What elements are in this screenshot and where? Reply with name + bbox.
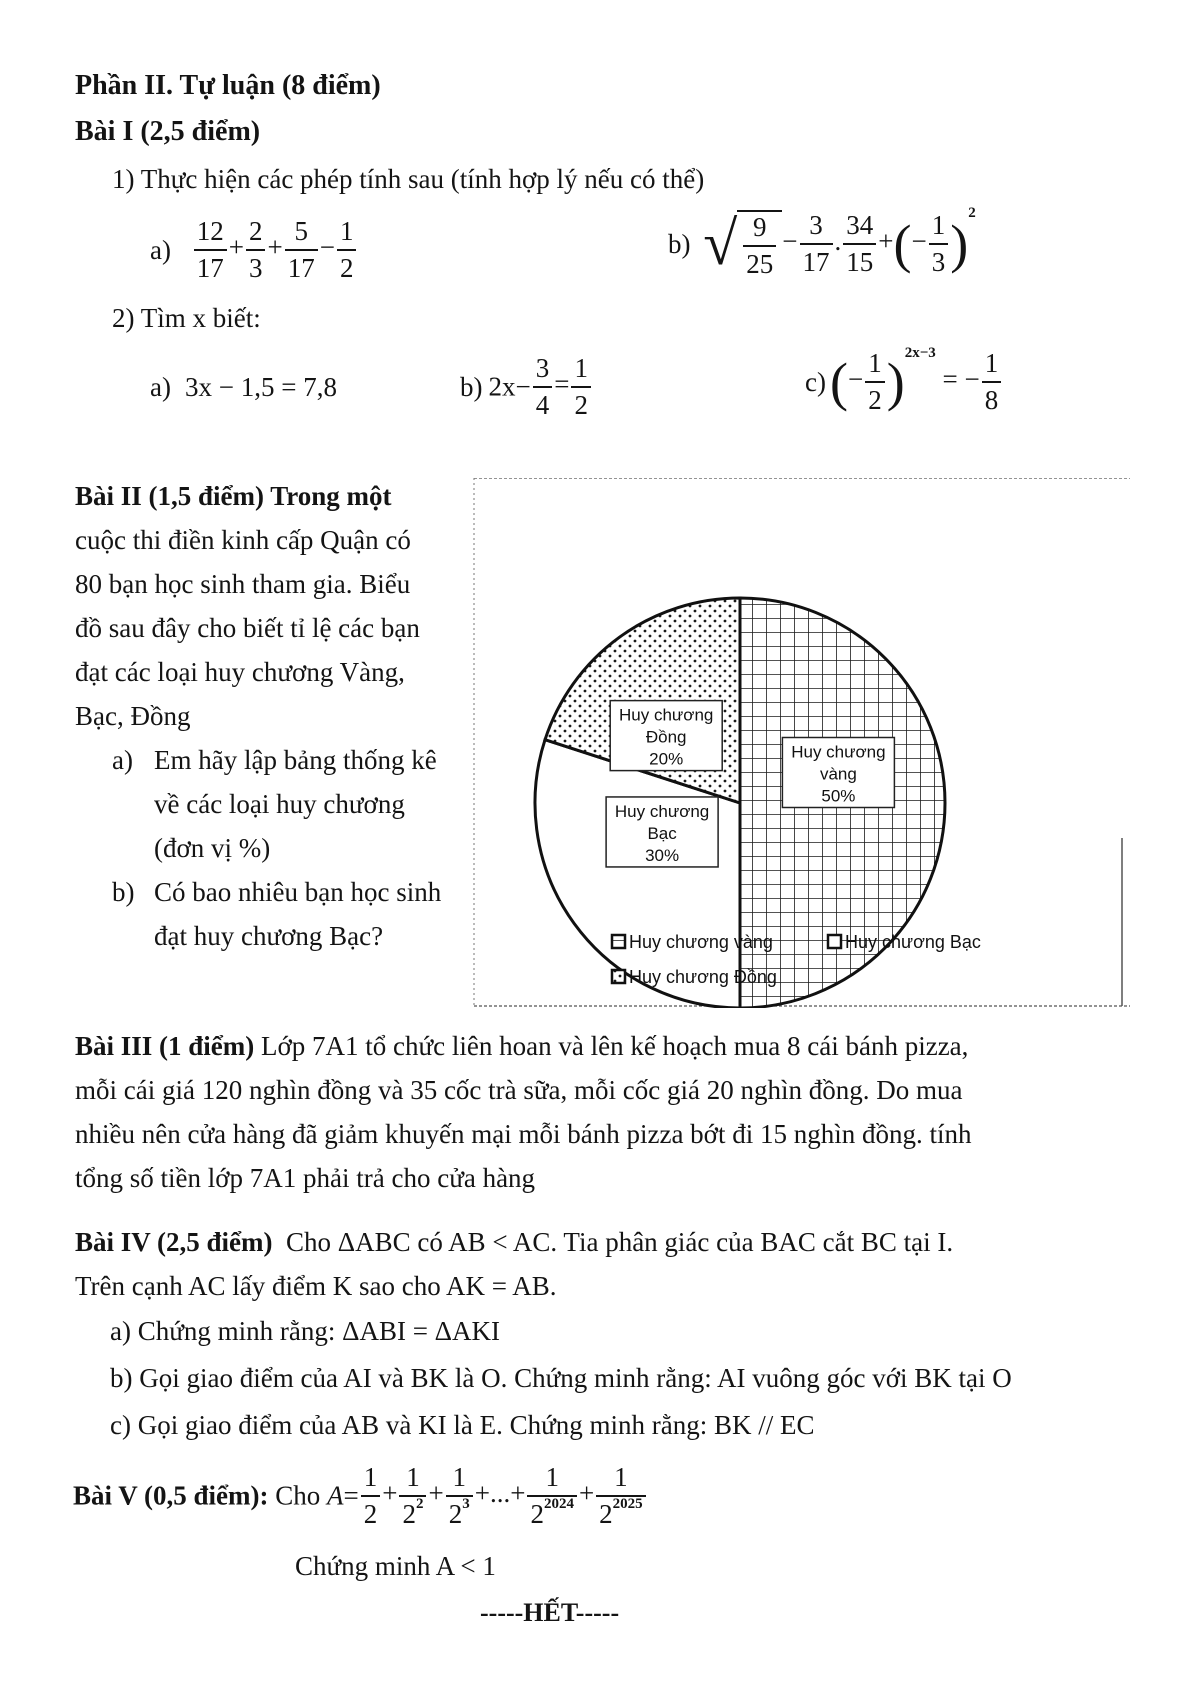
part-title: Phần II. Tự luận (8 điểm) bbox=[75, 70, 381, 101]
bai2-line-5: Bạc, Đồng bbox=[75, 701, 191, 731]
bai4-parts bbox=[110, 1308, 1140, 1449]
legend-swatch-2 bbox=[612, 970, 625, 983]
bai2-line-3: đồ sau đây cho biết tỉ lệ các bạn bbox=[75, 613, 420, 643]
bai4-part-c: c) Gọi giao điểm của AB và KI là E. Chứng minh rằng: BK // EC bbox=[110, 1410, 815, 1440]
bai4-part-a: a) Chứng minh rằng: ΔABI = ΔAKI bbox=[110, 1316, 501, 1346]
pie-label-2-line-1: Đồng bbox=[645, 727, 687, 747]
bai4-line-1-text: Cho ΔABC có AB < AC. Tia phân giác của BAC cắt BC tại I. bbox=[286, 1227, 954, 1257]
bai5-prove: Chứng minh A < 1 bbox=[295, 1551, 496, 1581]
bai1-eq-a bbox=[150, 374, 337, 401]
legend-label-0: Huy chương vàng bbox=[629, 932, 773, 952]
bai1-expr-a: a) $\frac{12}{17}$ + $\frac{2}{3}$ + $\frac{5}{17}$ − $\frac{1}{2}$ bbox=[150, 218, 358, 282]
bai4 bbox=[75, 1220, 1135, 1308]
legend-label-2: Huy chương Đồng bbox=[629, 967, 777, 987]
legend-label-1: Huy chương Bạc bbox=[845, 932, 981, 952]
bai3 bbox=[75, 1024, 1125, 1200]
pie-label-2-line-2: 20% bbox=[649, 749, 684, 769]
bai2-intro bbox=[75, 474, 455, 738]
bai2-question-a bbox=[112, 738, 462, 870]
pie-label-0-line-2: 50% bbox=[821, 786, 856, 806]
pie-label-1-line-2: 30% bbox=[645, 845, 680, 865]
pie-label-0-line-0: Huy chương bbox=[791, 742, 886, 762]
bai3-line-2: nhiều nên cửa hàng đã giảm khuyến mại mỗi bánh pizza bớt đi 15 nghìn đồng. tính bbox=[75, 1119, 972, 1149]
bai5-cho: Cho bbox=[275, 1480, 321, 1511]
pie-label-1-line-1: Bạc bbox=[647, 823, 677, 843]
bai2-a-line-2: (đơn vị %) bbox=[154, 833, 271, 863]
medal-pie-chart bbox=[472, 478, 1132, 1008]
bai1-title: Bài I (2,5 điểm) bbox=[75, 116, 261, 147]
bai2-b-line-1: đạt huy chương Bạc? bbox=[154, 921, 384, 951]
label-a: a) bbox=[150, 234, 171, 265]
bai3-line-0 bbox=[75, 1024, 1125, 1068]
bai5-title: Bài V (0,5 điểm): bbox=[73, 1480, 269, 1511]
bai1-question-1: 1) Thực hiện các phép tính sau (tính hợp lý nếu có thể) bbox=[112, 164, 705, 194]
legend-swatch-1 bbox=[828, 935, 841, 948]
bai2-line-2: 80 bạn học sinh tham gia. Biểu bbox=[75, 569, 411, 599]
eq-a-text: 3x − 1,5 = 7,8 bbox=[184, 372, 337, 402]
bai3-title: Bài III (1 điểm) bbox=[75, 1031, 255, 1061]
bai2-a-line-1: về các loại huy chương bbox=[154, 789, 405, 819]
bai4-line-2: Trên cạnh AC lấy điểm K sao cho AK = AB. bbox=[75, 1271, 557, 1301]
bai2-b-label: b) bbox=[112, 877, 135, 907]
legend-swatch-0 bbox=[612, 935, 625, 948]
bai2-b-line-0: Có bao nhiêu bạn học sinh bbox=[154, 877, 442, 907]
label-c2: c) bbox=[805, 366, 826, 397]
pie-label-0-line-1: vàng bbox=[819, 764, 857, 784]
bai2-a-line-0: Em hãy lập bảng thống kê bbox=[154, 745, 437, 775]
bai3-line-1: mỗi cái giá 120 nghìn đồng và 35 cốc trà sữa, mỗi cốc giá 20 nghìn đồng. Do mua bbox=[75, 1075, 963, 1105]
bai1-expr-b: b) √ $\frac{9}{25}$ − $\frac{3}{17}$ . $\frac{34}{15}$ +(− $\frac{1}{3}$ )$^2$ bbox=[668, 205, 976, 279]
bai4-part-b: b) Gọi giao điểm của AI và BK là O. Chứng minh rằng: AI vuông góc với BK tại O bbox=[110, 1363, 1012, 1393]
bai4-title: Bài IV (2,5 điểm) bbox=[75, 1227, 273, 1257]
bai2-question-b bbox=[112, 870, 462, 958]
label-b: b) bbox=[668, 228, 691, 259]
bai1-question-2: 2) Tìm x biết: bbox=[112, 303, 261, 333]
bai2-line-0: Bài II (1,5 điểm) Trong một bbox=[75, 481, 392, 511]
bai3-line-3: tổng số tiền lớp 7A1 phải trả cho cửa hàng bbox=[75, 1163, 536, 1193]
bai1-eq-b: b) 2x− $\frac{3}{4}$ = $\frac{1}{2}$ bbox=[460, 355, 593, 419]
bai5-line: Bài V (0,5 điểm): Cho A= $\frac{1}{2}$ + $\frac{1}{2^2}$ + $\frac{1}{2^3}$ +...+ $\frac{1}{2^{2024}}$ + $\frac{1}{2^{2025}}$ bbox=[73, 1464, 648, 1528]
bai3-line-0-rest: Lớp 7A1 tổ chức liên hoan và lên kế hoạch mua 8 cái bánh pizza, bbox=[254, 1031, 969, 1061]
bai2-line-1: cuộc thi điền kinh cấp Quận có bbox=[75, 525, 411, 555]
label-b2: b) bbox=[460, 371, 483, 402]
label-a2: a) bbox=[150, 372, 171, 402]
bai4-line-1 bbox=[75, 1220, 1135, 1264]
pie-label-2-line-0: Huy chương bbox=[619, 705, 714, 725]
bai1-eq-c: c)(− $\frac{1}{2}$ )$^{2x-3}$ = − $\frac{1}{8}$ bbox=[805, 350, 1003, 414]
end-mark: -----HẾT----- bbox=[480, 1598, 620, 1627]
bai2-a-label: a) bbox=[112, 745, 133, 775]
pie-label-1-line-0: Huy chương bbox=[614, 801, 710, 821]
bai2-line-4: đạt các loại huy chương Vàng, bbox=[75, 657, 405, 687]
